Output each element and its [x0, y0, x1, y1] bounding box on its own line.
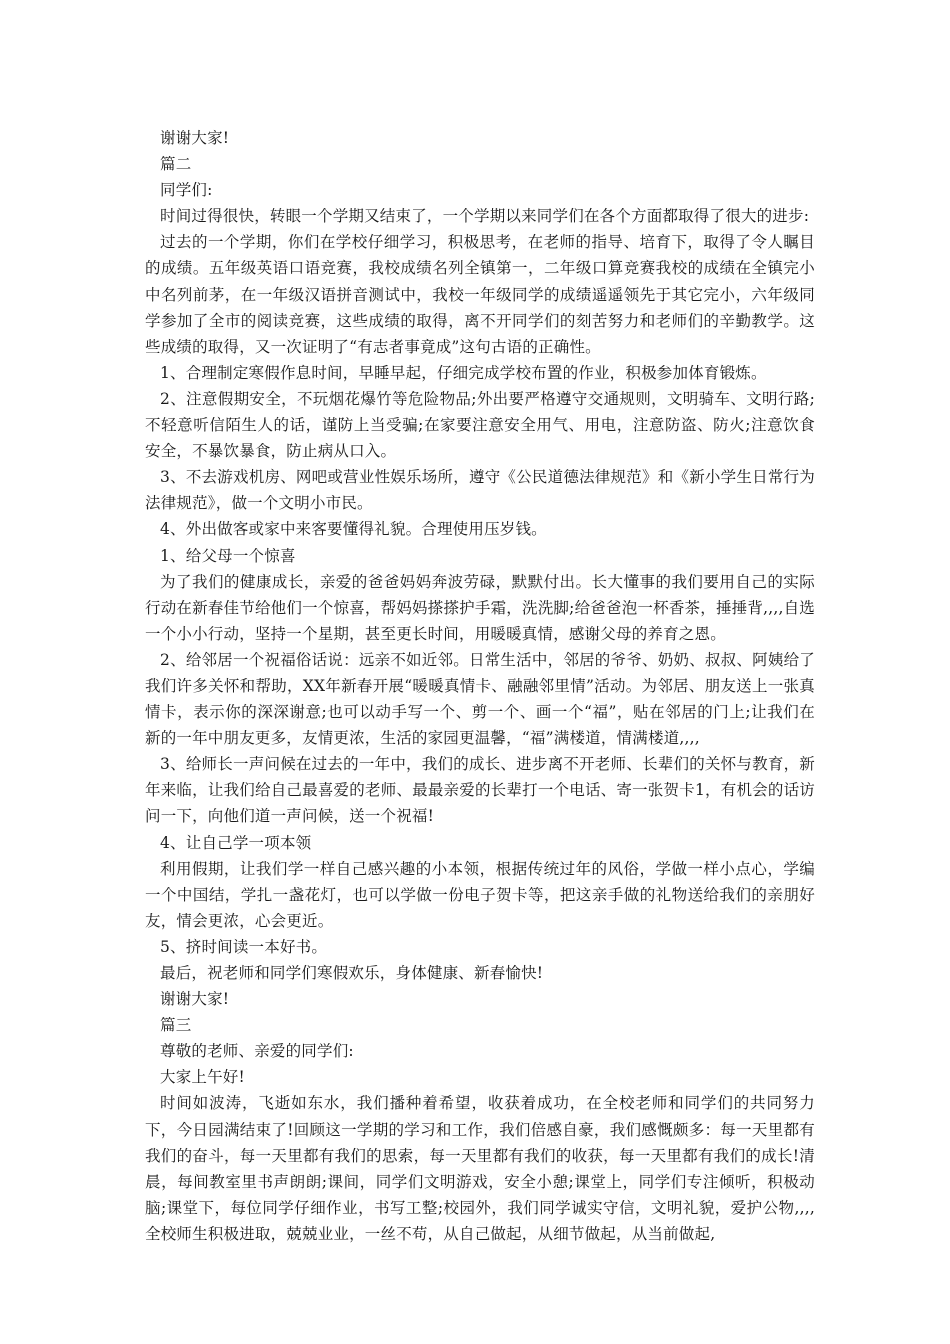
- list-item: 4、外出做客或家中来客要懂得礼貌。合理使用压岁钱。: [160, 520, 547, 539]
- paragraph: 为了我们的健康成长，亲爱的爸爸妈妈奔波劳碌，默默付出。长大懂事的我们要用自己的实际行动在新春佳节给他们一个惊喜，帮妈妈搽搽护手霜，洗洗脚;给爸爸泡一杯香茶，捶捶背,,,,自选一个小小行动，坚持一个星期，甚至更长时间，用暖暖真情，感谢父母的养育之恩。: [145, 572, 815, 643]
- paragraph: 利用假期，让我们学一样自己感兴趣的小本领，根据传统过年的风俗，学做一样小点心，学编一个中国结，学扎一盏花灯，也可以学做一份电子贺卡等，把这亲手做的礼物送给我们的亲朋好友，情会更浓，心会更近。: [145, 859, 815, 930]
- list-item: 1、合理制定寒假作息时间，早睡早起，仔细完成学校布置的作业，积极参加体育锻炼。: [160, 363, 767, 382]
- list-item: 5、挤时间读一本好书。: [160, 937, 328, 956]
- list-item: 2、注意假期安全，不玩烟花爆竹等危险物品;外出要严格遵守交通规则，文明骑车、文明行路;不轻意听信陌生人的话，谨防上当受骗;在家要注意安全用气、用电，注意防盗、防火;注意饮食安全，不暴饮暴食，防止病从口入。: [145, 389, 815, 461]
- list-item: 1、给父母一个惊喜: [160, 546, 296, 565]
- section-heading-3: 篇三: [160, 1016, 192, 1035]
- greeting: 大家上午好!: [160, 1068, 245, 1087]
- document-page: [145, 125, 815, 1247]
- list-item: 3、不去游戏机房、网吧或营业性娱乐场所，遵守《公民道德法律规范》和《新小学生日常行为法律规范》，做一个文明小市民。: [145, 468, 815, 513]
- paragraph: 时间如波涛，飞逝如东水，我们播种着希望，收获着成功，在全校老师和同学们的共同努力下，今日园满结束了!回顾这一学期的学习和工作，我们倍感自豪，我们感慨颇多：每一天里都有我们的奋斗，每一天里都有我们的思索，每一天里都有我们的收获，每一天里都有我们的成长!清晨，每间教室里书声朗朗;课间，同学们文明游戏，安全小憩;课堂上，同学们专注倾听，积极动脑;课堂下，每位同学仔细作业，书写工整;校园外，我们同学诚实守信，文明礼貌，爱护公物,,,,全校师生积极进取，兢兢业业，一丝不苟，从自己做起，从细节做起，从当前做起,: [145, 1094, 815, 1243]
- list-item: 2、给邻居一个祝福俗话说：远亲不如近邻。日常生活中，邻居的爷爷、奶奶、叔叔、阿姨给了我们许多关怀和帮助，XX年新春开展“暖暖真情卡、融融邻里情”活动。为邻居、朋友送上一张真情卡，表示你的深深谢意;也可以动手写一个、剪一个、画一个“福”，贴在邻居的门上;让我们在新的一年中朋友更多，友情更浓，生活的家园更温馨，“福”满楼道，情满楼道,,,,: [145, 650, 815, 748]
- section-heading-2: 篇二: [160, 155, 192, 174]
- list-item: 4、让自己学一项本领: [160, 833, 312, 852]
- paragraph: 过去的一个学期，你们在学校仔细学习，积极思考，在老师的指导、培育下，取得了令人瞩目的成绩。五年级英语口语竞赛，我校成绩名列全镇第一，二年级口算竞赛我校的成绩在全镇完小中名列前茅，在一年级汉语拼音测试中，我校一年级同学的成绩遥遥领先于其它完小，六年级同学参加了全市的阅读竞赛，这些成绩的取得，离不开同学们的刻苦努力和老师们的辛勤教学。这些成绩的取得，又一次证明了“有志者事竟成”这句古语的正确性。: [145, 233, 815, 356]
- closing-thanks: 谢谢大家!: [160, 129, 230, 147]
- salutation: 同学们:: [160, 181, 213, 200]
- closing-thanks: 谢谢大家!: [160, 990, 230, 1009]
- salutation: 尊敬的老师、亲爱的同学们:: [160, 1042, 354, 1061]
- paragraph: 时间过得很快，转眼一个学期又结束了，一个学期以来同学们在各个方面都取得了很大的进步:: [160, 207, 810, 226]
- paragraph: 最后，祝老师和同学们寒假欢乐，身体健康、新春愉快!: [160, 964, 544, 982]
- list-item: 3、给师长一声问候在过去的一年中，我们的成长、进步离不开老师、长辈们的关怀与教育，新年来临，让我们给自己最喜爱的老师、最最亲爱的长辈打一个电话、寄一张贺卡1，有机会的话访问一下，向他们道一声问候，送一个祝福!: [145, 755, 815, 826]
